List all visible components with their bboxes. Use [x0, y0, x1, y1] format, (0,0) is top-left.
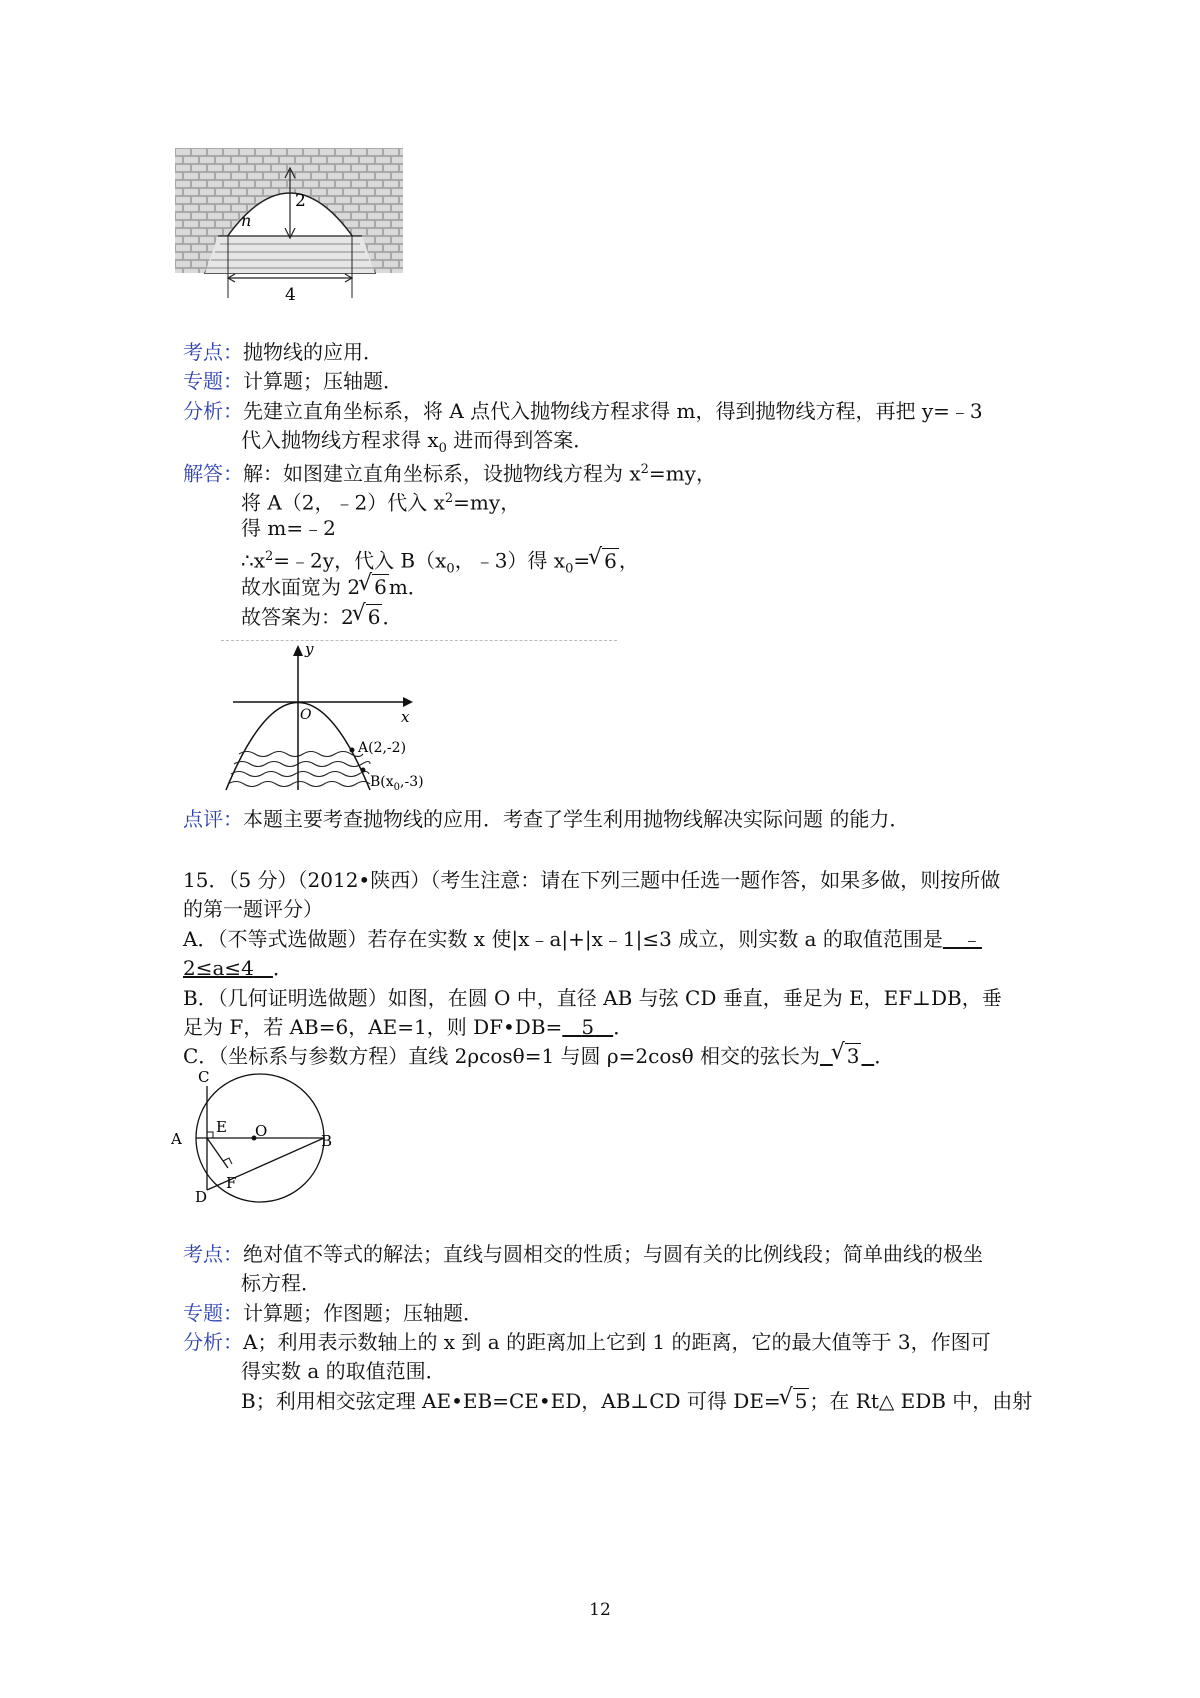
radicand: 6 — [367, 605, 381, 629]
point-f-label: F — [226, 1174, 237, 1192]
jieda-text-2b: =my， — [453, 490, 521, 515]
jieda-text-5a: 故水面宽为 2 — [241, 575, 361, 599]
jieda-sub-4b: 0 — [565, 561, 574, 577]
jieda-row-6 — [241, 603, 402, 631]
jieda-text-1b: =my， — [648, 461, 716, 486]
zhuanti2-text: 计算题；作图题；压轴题． — [243, 1301, 483, 1325]
q15-b-line-2 — [183, 1013, 633, 1041]
q15-line-1 — [183, 866, 1000, 894]
point-c-label: C — [198, 1068, 210, 1086]
fenxi-sub: 0 — [438, 441, 447, 456]
x-axis-label: x — [401, 708, 410, 726]
sqrt-6 — [590, 547, 619, 575]
q15-a-answer-1: ﹣ — [961, 927, 982, 951]
point-a-label: A(2,-2) — [358, 740, 407, 756]
radicand: 3 — [846, 1044, 860, 1068]
zhuanti-label: 专题： — [183, 369, 243, 393]
jieda-text-6b: ． — [382, 605, 403, 629]
fenxi2-text-3a: B；利用相交弦定理 AE•EB=CE•ED，AB⊥CD 可得 DE= — [241, 1389, 781, 1413]
kaodian2-row — [183, 1240, 983, 1268]
jieda-row-1 — [183, 456, 716, 488]
fenxi-text-1: 先建立直角坐标系，将 A 点代入抛物线方程求得 m，得到抛物线方程，再把 y=﹣3 — [243, 399, 983, 423]
q15-text-2: 的第一题评分） — [183, 897, 323, 921]
q15-line-2 — [183, 895, 323, 923]
dianping-row — [183, 805, 909, 833]
radicand: 6 — [374, 575, 387, 599]
zhuanti2-label: 专题： — [183, 1301, 243, 1325]
fenxi2-row — [183, 1328, 991, 1356]
dianping-label: 点评： — [183, 807, 243, 831]
jieda-sub-4a: 0 — [446, 561, 455, 577]
q15-text-1: 15．（5 分）（2012•陕西）（考生注意：请在下列三题中任选一题作答，如果多做，则按所做 — [183, 868, 1001, 892]
q15-a-text: A．（不等式选做题）若存在实数 x 使|x﹣a|+|x﹣1|≤3 成立，则实数 a 的取值范围是 — [183, 927, 943, 951]
jieda-text-4b: =﹣2y，代入 B（x — [273, 548, 447, 573]
jieda-text-4d: = — [573, 548, 591, 573]
point-a-label: A — [171, 1130, 182, 1148]
jieda-text-5b: m． — [388, 575, 428, 599]
kaodian-label: 考点： — [183, 340, 243, 364]
point-b-label: $B(x_0,-3)$ — [370, 774, 424, 793]
page-number: 12 — [589, 1600, 611, 1620]
q15-c-end: ． — [874, 1044, 895, 1068]
kaodian-row — [183, 338, 383, 366]
fenxi2-text-2: 得实数 a 的取值范围． — [241, 1359, 446, 1383]
fenxi2-row-2 — [241, 1357, 446, 1385]
q15-b-line — [183, 984, 1002, 1012]
q15-c-line — [183, 1042, 894, 1070]
kaodian-text: 抛物线的应用． — [243, 340, 383, 364]
n-label: n — [241, 211, 252, 230]
dianping-text: 本题主要考查抛物线的应用．考查了学生利用抛物线解决实际问题 的能力． — [243, 807, 910, 831]
jieda-text-2a: 将 A（2，﹣2）代入 x — [241, 490, 445, 515]
jieda-label: 解答： — [183, 461, 243, 486]
q15-b-text-2: 足为 F，若 AB=6，AE=1，则 DF•DB= — [183, 1015, 563, 1039]
jieda-row-3 — [241, 514, 336, 542]
kaodian2-label: 考点： — [183, 1242, 243, 1266]
q15-a-line — [183, 925, 982, 953]
zhuanti-text: 计算题；压轴题． — [243, 369, 403, 393]
jieda-text-4e: ， — [618, 548, 639, 573]
q15-b-end: ． — [613, 1015, 634, 1039]
q15-a-end: ． — [272, 956, 293, 980]
fenxi2-text-3b: ；在 Rt△ EDB 中，由射 — [809, 1389, 1033, 1413]
jieda-text-3: 得 m=﹣2 — [241, 516, 336, 540]
point-e-label: E — [216, 1118, 227, 1136]
height-label: 2 — [295, 191, 306, 211]
sqrt-3 — [833, 1042, 862, 1070]
circle-figure — [168, 1068, 348, 1208]
q15-a-line-2 — [183, 954, 293, 982]
fenxi2-text-1: A；利用表示数轴上的 x 到 a 的距离加上它到 1 的距离，它的最大值等于 3，作图可 — [243, 1330, 991, 1354]
jieda-sup-2: 2 — [444, 491, 454, 506]
q15-a-answer-2: 2≤a≤4 — [183, 956, 254, 980]
q15-c-answer — [820, 1044, 874, 1068]
jieda-text-4a: ∴x — [241, 548, 266, 573]
fenxi-label: 分析： — [183, 399, 243, 423]
radicand: 5 — [794, 1389, 808, 1413]
jieda-row-5 — [241, 573, 428, 601]
zhuanti2-row — [183, 1299, 483, 1327]
y-axis-label: y — [305, 640, 314, 658]
jieda-text-4c: ，﹣3）得 x — [454, 548, 566, 573]
sqrt-6 — [354, 603, 383, 631]
parabola-figure — [221, 640, 461, 796]
kaodian2-text-1: 绝对值不等式的解法；直线与圆相交的性质；与圆有关的比例线段；简单曲线的极坐 — [243, 1242, 983, 1266]
jieda-text-6a: 故答案为：2 — [241, 605, 354, 629]
point-d-label: D — [195, 1188, 208, 1206]
fenxi2-row-3 — [241, 1387, 1032, 1415]
kaodian2-text-2: 标方程． — [241, 1271, 321, 1295]
width-label: 4 — [285, 285, 296, 303]
sqrt-6 — [360, 573, 389, 601]
jieda-row-2 — [241, 485, 520, 517]
q15-b-text: B．（几何证明选做题）如图，在圆 O 中，直径 AB 与弦 CD 垂直，垂足为 E，EF⊥DB，垂 — [183, 986, 1002, 1010]
fenxi-row — [183, 397, 983, 425]
fenxi-text-2a: 代入抛物线方程求得 x — [241, 428, 439, 452]
radicand: 6 — [604, 548, 617, 573]
page-content — [183, 0, 1043, 1698]
q15-b-answer: 5 — [581, 1015, 595, 1039]
fenxi2-label: 分析： — [183, 1330, 243, 1354]
q15-c-text: C．（坐标系与参数方程）直线 2ρcosθ=1 与圆 ρ=2cosθ 相交的弦长为 — [183, 1044, 821, 1068]
zhuanti-row — [183, 367, 403, 395]
point-b-label: B — [321, 1132, 333, 1150]
jieda-sup-4: 2 — [265, 549, 274, 564]
fenxi-text-2b: 进而得到答案． — [446, 428, 594, 452]
kaodian2-row-2 — [241, 1269, 321, 1297]
jieda-text-1a: 解：如图建立直角坐标系，设抛物线方程为 x — [243, 461, 641, 486]
point-o-label: O — [255, 1122, 268, 1140]
jieda-sup-1: 2 — [640, 462, 649, 477]
origin-label: O — [300, 707, 312, 723]
sqrt-5 — [781, 1387, 810, 1415]
